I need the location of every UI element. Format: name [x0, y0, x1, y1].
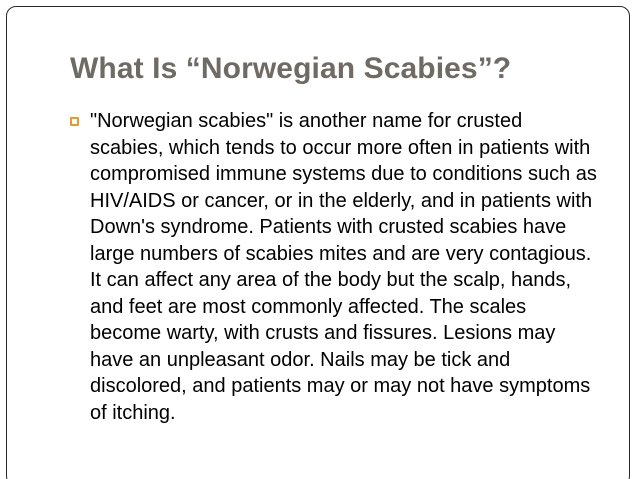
square-bullet-icon — [70, 117, 79, 126]
bullet-text: "Norwegian scabies" is another name for crusted scabies, which tends to occur more often in patients with compromised immune systems due to conditions such as HIV/AIDS or cancer, or in the elderly, and in patients with Down's syndrome. Patients with crusted scabies have large numbers of scabies mites and are very contagious. It can affect any area of the body but the scalp, hands, and feet are most commonly affected. The scales become warty, with crusts and fissures. Lesions may have an unpleasant odor. Nails may be tick and discolored, and patients may or may not have symptoms of itching. — [90, 110, 597, 424]
slide-title: What Is “Norwegian Scabies”? — [70, 52, 512, 85]
